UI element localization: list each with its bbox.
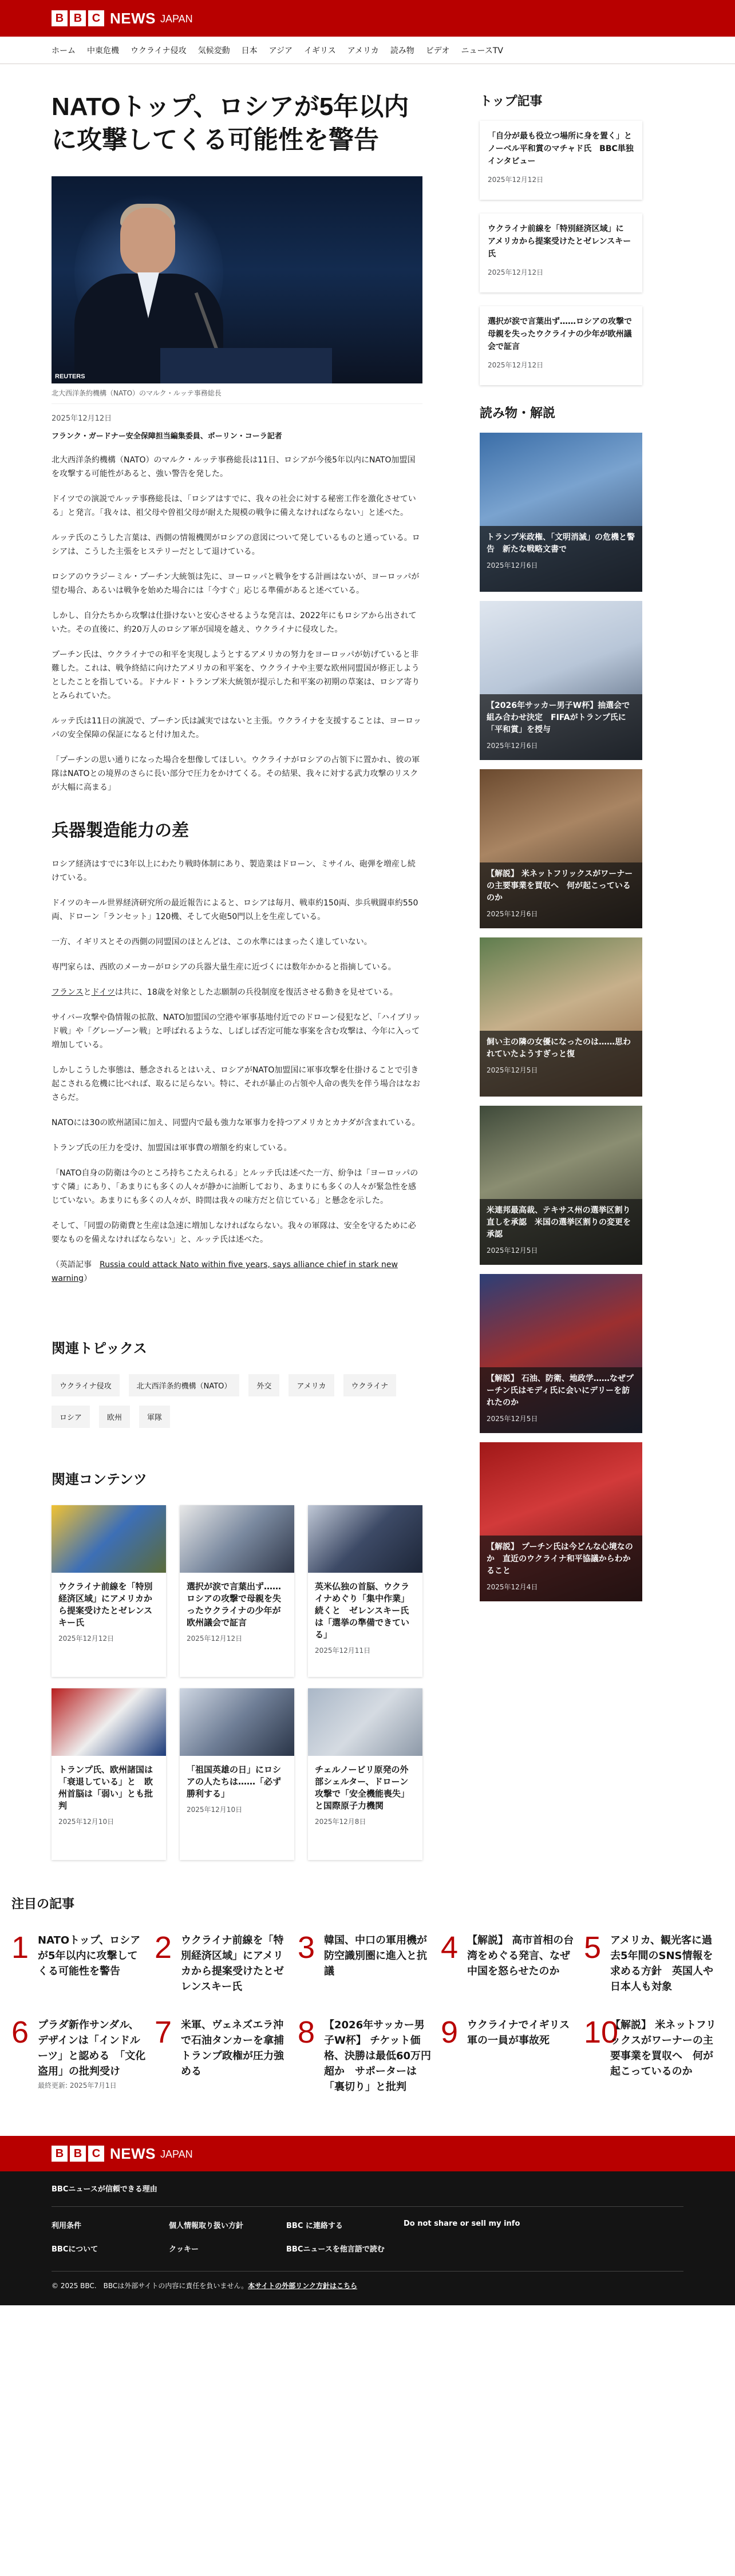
article-paragraph: ロシア経済はすでに3年以上にわたり戦時体制にあり、製造業はドローン、ミサイル、砲弾を増産し続けている。 [52, 860, 416, 883]
source-note: （英語記事 Russia could attack Nato within five years, says alliance chief in stark new warning） [52, 1260, 398, 1283]
feature-card[interactable] [480, 1106, 642, 1265]
most-read-text [324, 2017, 434, 2095]
most-read-text [181, 2017, 294, 2095]
article-headline: NATOトップ、ロシアが5年以内に攻撃してくる可能性を警告 [52, 93, 409, 154]
related-image [308, 1505, 422, 1573]
nav-item[interactable]: 中東危機 [87, 46, 119, 56]
most-read-title[interactable]: プラダ新作サンダル、デザインは「インドルーツ」と認める 「文化盗用」の批判受け [38, 2019, 146, 2078]
logo-letter: B [70, 2146, 86, 2162]
most-read-item[interactable] [298, 1930, 441, 1995]
top-story-date: 2025年12月12日 [488, 176, 544, 184]
related-content [52, 1505, 422, 1860]
most-read-text [181, 1933, 291, 1995]
most-read-title[interactable]: 【解説】 米ネットフリックスがワーナーの主要事業を買収へ 何が起こっているのか [610, 2019, 717, 2078]
most-read-rank: 4 [441, 1930, 459, 1965]
related-date: 2025年12月8日 [315, 1818, 366, 1826]
related-card[interactable] [180, 1505, 294, 1677]
top-story-card[interactable] [480, 306, 642, 385]
features-heading: 読み物・解説 [480, 406, 556, 420]
most-read-item[interactable] [441, 1930, 584, 1995]
related-title[interactable]: ウクライナ前線を「特別経済区域」にアメリカから提案受けたとゼレンスキー氏 [58, 1581, 153, 1628]
sidebar [480, 87, 635, 1860]
most-read-item[interactable] [298, 2017, 441, 2095]
feature-title[interactable]: 【2026年サッカー男子W杯】抽選会で組み合わせ決定 FIFAがトランプ氏に「平和賞」を授与 [487, 701, 630, 734]
most-read-item[interactable] [155, 2017, 298, 2095]
feature-card[interactable] [480, 1274, 642, 1433]
top-story-date: 2025年12月12日 [488, 361, 544, 369]
feature-card[interactable] [480, 601, 642, 760]
footer-link[interactable]: 個人情報取り扱い方針 [169, 2222, 244, 2230]
topic-chip[interactable]: 北大西洋条約機構（NATO） [129, 1374, 240, 1396]
feature-overlay [480, 1367, 642, 1433]
article-date: 2025年12月12日 [52, 414, 112, 423]
article [52, 87, 422, 1860]
feature-date: 2025年12月4日 [487, 1583, 538, 1591]
logo-letter: B [70, 10, 86, 26]
article-paragraph: しかしこうした事態は、懸念されるとはいえ、ロシアがNATO加盟国に軍事攻撃を仕掛けることで引き起こされる危機に比べれば、取るに足らない。特に、それが暴止の占領や人命の喪失を伴う場合はなおさらだ。 [52, 1066, 420, 1102]
site-header [0, 0, 735, 64]
topic-chip[interactable]: 外交 [248, 1374, 279, 1396]
related-card[interactable] [308, 1688, 422, 1860]
footer-link[interactable]: BBC に連絡する [286, 2222, 343, 2230]
related-card[interactable] [180, 1688, 294, 1860]
most-read-heading: 注目の記事 [11, 1897, 75, 1911]
most-read-text [38, 2017, 148, 2095]
most-read-title[interactable]: 米軍、ヴェネズエラ沖で石油タンカーを拿捕 トランプ政権が圧力強める [181, 2019, 294, 2078]
article-paragraph: 「NATO自身の防衛は今のところ持ちこたえられる」とルッテ氏は述べた一方、紛争は「ヨーロッパのすぐ隣」にあり、「あまりにも多くの人々が静かに油断しており、あまりにも多くの人々が緊急性を感じていない。あまりにも多くの人々が、時間は我々の味方だと信じている」と懸念を示した。 [52, 1169, 418, 1205]
footer-link[interactable]: Do not share or sell my info [404, 2219, 520, 2228]
logo-letter: B [52, 10, 68, 26]
article-paragraph: フランスとドイツは共に、18歳を対象とした志願制の兵役制度を復活させる動きを見せている。 [52, 988, 398, 997]
feature-date: 2025年12月6日 [487, 742, 538, 750]
copyright: © 2025 BBC. BBCは外部サイトの内容に責任を負いません。本サイトの外部リンク方針はこちら [52, 2271, 683, 2290]
image-caption: 北大西洋条約機構（NATO）のマルク・ルッテ事務総長 [52, 388, 422, 404]
topic-chip[interactable]: 軍隊 [139, 1406, 170, 1428]
top-story-card[interactable] [480, 121, 642, 200]
article-paragraph: 一方、イギリスとその西側の同盟国のほとんどは、この水準にはまったく達していない。 [52, 937, 372, 947]
related-card[interactable] [52, 1688, 166, 1860]
most-read-text [610, 1933, 720, 1995]
feature-date: 2025年12月5日 [487, 1415, 538, 1423]
nav-item[interactable]: 読み物 [390, 46, 414, 56]
topic-chip[interactable]: 欧州 [99, 1406, 130, 1428]
feature-overlay [480, 862, 642, 928]
related-card[interactable] [308, 1505, 422, 1677]
most-read-title[interactable]: NATOトップ、ロシアが5年以内に攻撃してくる可能性を警告 [38, 1934, 141, 1977]
top-story-title[interactable]: ウクライナ前線を「特別経済区域」に アメリカから提案受けたとゼレンスキー氏 [488, 224, 632, 259]
top-stories-heading: トップ記事 [480, 94, 543, 108]
article-paragraph: プーチン氏は、ウクライナでの和平を実現しようとするアメリカの努力をヨーロッパが妨げていると非難した。これは、戦争終結に向けたアメリカの和平案を、ウクライナや主要な欧州同盟国が修正しようとしたことを指している。ドナルド・トランプ米大統領が提示した和平案の初期の草案は、ロシア寄りとみられていた。 [52, 650, 420, 701]
feature-overlay [480, 694, 642, 760]
most-read-rank: 2 [155, 1930, 172, 1965]
related-image [308, 1688, 422, 1756]
feature-date: 2025年12月6日 [487, 561, 538, 569]
related-image [180, 1505, 294, 1573]
feature-date: 2025年12月5日 [487, 1247, 538, 1255]
related-content-heading: 関連コンテンツ [52, 1472, 147, 1487]
article-paragraph: 北大西洋条約機構（NATO）のマルク・ルッテ事務総長は11日、ロシアが今後5年以内にNATO加盟国を攻撃する可能性があると、強い警告を発した。 [52, 456, 416, 478]
most-read-title[interactable]: 【解説】 高市首相の台湾をめぐる発言、なぜ中国を怒らせたのか [467, 1934, 574, 1977]
article-paragraph: NATOには30の欧州諸国に加え、同盟内で最も強力な軍事力を持つアメリカとカナダが含まれている。 [52, 1118, 420, 1127]
footer-brand-edition[interactable]: JAPAN [160, 2148, 193, 2160]
related-title[interactable]: チェルノービリ原発の外部シェルター、ドローン攻撃で「安全機能喪失」と国際原子力機関 [315, 1764, 410, 1811]
most-read-rank: 10 [584, 2015, 619, 2049]
related-image [52, 1505, 166, 1573]
article-paragraph: ルッテ氏は11日の演説で、プーチン氏は誠実ではないと主張。ウクライナを支援することは、ヨーロッパの安全保障の保証になると付け加えた。 [52, 717, 421, 739]
most-read [0, 1894, 735, 2095]
most-read-rank: 3 [298, 1930, 315, 1965]
feature-title[interactable]: 【解説】 プーチン氏は今どんな心境なのか 直近のウクライナ和平協議からわかること [487, 1542, 633, 1576]
topic-chip[interactable]: アメリカ [289, 1374, 334, 1396]
top-story-title[interactable]: 「自分が最も役立つ場所に身を置く」とノーベル平和賞のマチャド氏 BBC単独インタビュー [488, 132, 634, 166]
related-date: 2025年12月12日 [58, 1635, 114, 1643]
article-paragraph: 「プーチンの思い通りになった場合を想像してほしい。ウクライナがロシアの占領下に置かれ、彼の軍隊はNATOとの境界のさらに長い部分で圧力をかけてくる。その結果、我々に対する武力攻撃のリスクが大幅に高まる」 [52, 755, 420, 792]
most-read-title[interactable]: 【2026年サッカー男子W杯】 チケット価格、決勝は最低60万円超か サポーターは「裏切り」と批判 [324, 2019, 432, 2093]
related-date: 2025年12月10日 [58, 1818, 114, 1826]
feature-title[interactable]: 【解説】 米ネットフリックスがワーナーの主要事業を買収へ 何が起こっているのか [487, 869, 633, 903]
topic-chip[interactable]: ロシア [52, 1406, 90, 1428]
top-story-title[interactable]: 選択が涙で言葉出ず……ロシアの攻撃で母親を失ったウクライナの少年が欧州議会で証言 [488, 317, 632, 351]
brand-bar [0, 0, 735, 37]
feature-title[interactable]: 【解説】 石油、防衛、地政学……なぜプーチン氏はモディ氏に会いにデリーを訪れたのか [487, 1374, 634, 1407]
footer-link[interactable]: BBCについて [52, 2245, 98, 2254]
most-read-text [324, 1933, 434, 1995]
feature-date: 2025年12月5日 [487, 1066, 538, 1074]
feature-title[interactable]: トランプ米政権、「文明消滅」の危機と警告 新たな戦略文書で [487, 533, 635, 554]
feature-title[interactable]: 米連邦最高裁、テキサス州の選挙区割り直しを承認 米国の選挙区割りの変更を承認 [487, 1206, 631, 1239]
most-read-text [467, 2017, 577, 2095]
bbc-logo[interactable] [52, 10, 104, 26]
related-title[interactable]: 選択が涙で言葉出ず……ロシアの攻撃で母親を失ったウクライナの少年が欧州議会で証言 [187, 1581, 282, 1628]
most-read-rank: 5 [584, 1930, 602, 1965]
most-read-rank: 6 [11, 2015, 29, 2049]
most-read-text [38, 1933, 148, 1995]
top-story-date: 2025年12月12日 [488, 268, 544, 276]
logo-letter: B [52, 2146, 68, 2162]
site-footer [0, 2136, 735, 2305]
most-read-updated: 最終更新: 2025年7月1日 [38, 2082, 117, 2090]
article-paragraph: ドイツのキール世界経済研究所の最近報告によると、ロシアは毎月、戦車約150両、歩兵戦闘車約550両、ドローン「ランセット」120機、そして火砲50門以上を生産している。 [52, 899, 418, 921]
most-read-rank: 8 [298, 2015, 315, 2049]
most-read-title[interactable]: ウクライナ前線を「特別経済区域」にアメリカから提案受けたとゼレンスキー氏 [181, 1934, 284, 1993]
footer-link[interactable]: BBCニュースを他言語で読む [286, 2245, 385, 2254]
nav-item[interactable]: 日本 [241, 46, 258, 56]
most-read-text [467, 1933, 577, 1995]
article-paragraph: トランプ氏の圧力を受け、加盟国は軍事費の増額を約束している。 [52, 1143, 292, 1153]
most-read-item[interactable] [11, 1930, 155, 1995]
germany-link[interactable]: ドイツ [91, 988, 115, 997]
nav-item[interactable]: 気候変動 [197, 46, 230, 56]
related-card[interactable] [52, 1505, 166, 1677]
feature-date: 2025年12月6日 [487, 910, 538, 918]
related-date: 2025年12月10日 [187, 1806, 243, 1814]
feature-card[interactable] [480, 769, 642, 928]
related-image [52, 1688, 166, 1756]
footer-bbc-logo[interactable] [52, 2146, 104, 2162]
nav-item[interactable]: ウクライナ侵攻 [131, 46, 187, 56]
footer-link[interactable]: クッキー [169, 2245, 199, 2254]
france-link[interactable]: フランス [52, 988, 84, 997]
article-paragraph: そして、「同盟の防衛費と生産は急速に増加しなければならない。我々の軍隊は、安全を守るために必要なものを備えなければならない」と、ルッテ氏は述べた。 [52, 1221, 416, 1244]
most-read-rank: 7 [155, 2015, 172, 2049]
hero-image [52, 176, 422, 383]
article-paragraph: ロシアのウラジーミル・プーチン大統領は先に、ヨーロッパと戦争をする計画はないが、ヨーロッパが望む場合、あるいは戦争を始めた場合には「今すぐ」応じる準備があると述べている。 [52, 572, 420, 595]
feature-card[interactable] [480, 1442, 642, 1601]
feature-overlay [480, 526, 642, 592]
most-read-item[interactable] [584, 1930, 727, 1995]
related-image [180, 1688, 294, 1756]
nav-item[interactable]: アメリカ [347, 46, 379, 56]
article-paragraph: ドイツでの演説でルッテ事務総長は、「ロシアはすでに、我々の社会に対する秘密工作を激化させている」と発言。「我々は、祖父母や曽祖父母が耐えた規模の戦争に備えなければならない」と述べた。 [52, 494, 416, 517]
footer-brand-bar [0, 2136, 735, 2171]
most-read-item[interactable] [11, 2017, 155, 2095]
nav-item[interactable]: ビデオ [425, 46, 450, 56]
feature-card[interactable] [480, 937, 642, 1097]
feature-title[interactable]: 飼い主の隣の女優になったのは……思われていたようすぎっと復 [487, 1038, 631, 1059]
most-read-title[interactable]: 韓国、中口の軍用機が防空識別圏に進入と抗議 [324, 1934, 427, 1977]
footer-brand-name[interactable]: NEWS [110, 2144, 156, 2162]
nav-item[interactable]: アジア [268, 46, 293, 56]
image-credit: REUTERS [55, 373, 85, 380]
related-topics [52, 1374, 422, 1428]
footer-link[interactable]: 利用条件 [52, 2222, 82, 2230]
related-title[interactable]: トランプ氏、欧州諸国は「衰退している」と 欧州首脳は「弱い」とも批判 [58, 1764, 153, 1811]
related-date: 2025年12月12日 [187, 1635, 243, 1643]
article-paragraph: 専門家らは、西欧のメーカーがロシアの兵器大量生産に近づくには数年かかると指摘している。 [52, 963, 396, 972]
feature-overlay [480, 1031, 642, 1097]
feature-card[interactable] [480, 433, 642, 592]
most-read-text [610, 2017, 720, 2095]
brand-edition[interactable]: JAPAN [160, 13, 193, 25]
top-story-card[interactable] [480, 213, 642, 292]
most-read-rank: 9 [441, 2015, 459, 2049]
article-paragraph: サイバー攻撃や偽情報の拡散、NATO加盟国の空港や軍事基地付近でのドローン侵犯など、「ハイブリッド戦」や「グレーゾーン戦」と呼ばれるような、しばしば否定可能な事案を含む攻撃は、今年に入って増加している。 [52, 1013, 421, 1050]
topic-chip[interactable]: ウクライナ侵攻 [52, 1374, 120, 1396]
nav-item[interactable]: ホーム [52, 46, 76, 56]
most-read-item[interactable] [441, 2017, 584, 2095]
most-read-item[interactable] [155, 1930, 298, 1995]
related-title[interactable]: 「祖国英雄の日」にロシアの人たちは……「必ず勝利する」 [187, 1764, 282, 1799]
article-subheading: 兵器製造能力の差 [52, 821, 189, 840]
article-author: フランク・ガードナー安全保障担当編集委員、ポーリン・コーラ記者 [52, 432, 282, 441]
logo-letter: C [88, 10, 104, 26]
trust-link[interactable]: BBCニュースが信頼できる理由 [52, 2183, 683, 2207]
article-paragraph: ルッテ氏のこうした言葉は、西側の情報機関がロシアの意図について発しているものと通っている。ロシアは、こうした主張をヒステリーだとして退けている。 [52, 533, 420, 556]
english-source-link[interactable]: Russia could attack Nato within five years, says alliance chief in stark new warning [52, 1260, 398, 1283]
related-title[interactable]: 英米仏独の首脳、ウクライナめぐり「集中作業」続くと ゼレンスキー氏は「選挙の準備できている」 [315, 1581, 410, 1640]
article-paragraph: しかし、自分たちから攻撃は仕掛けないと安心させるような発言は、2022年にもロシアから出されていた。その直後に、約20万人のロシア軍が国境を越え、ウクライナに侵攻した。 [52, 611, 417, 634]
most-read-title[interactable]: アメリカ、観光客に過去5年間のSNS情報を求める方針 英国人や日本人も対象 [610, 1934, 713, 1993]
most-read-item[interactable] [584, 2017, 727, 2095]
topic-chip[interactable]: ウクライナ [343, 1374, 397, 1396]
logo-letter: C [88, 2146, 104, 2162]
feature-overlay [480, 1199, 642, 1265]
nav-item[interactable]: ニュースTV [461, 46, 503, 56]
related-date: 2025年12月11日 [315, 1647, 371, 1655]
most-read-title[interactable]: ウクライナでイギリス軍の一員が事故死 [467, 2019, 570, 2047]
brand-name[interactable]: NEWS [110, 9, 156, 27]
nav-item[interactable]: イギリス [304, 46, 336, 56]
feature-overlay [480, 1536, 642, 1601]
external-links-policy[interactable]: 本サイトの外部リンク方針はこちら [248, 2282, 358, 2290]
related-topics-heading: 関連トピックス [52, 1341, 147, 1356]
most-read-rank: 1 [11, 1930, 29, 1965]
main-nav [0, 37, 735, 64]
